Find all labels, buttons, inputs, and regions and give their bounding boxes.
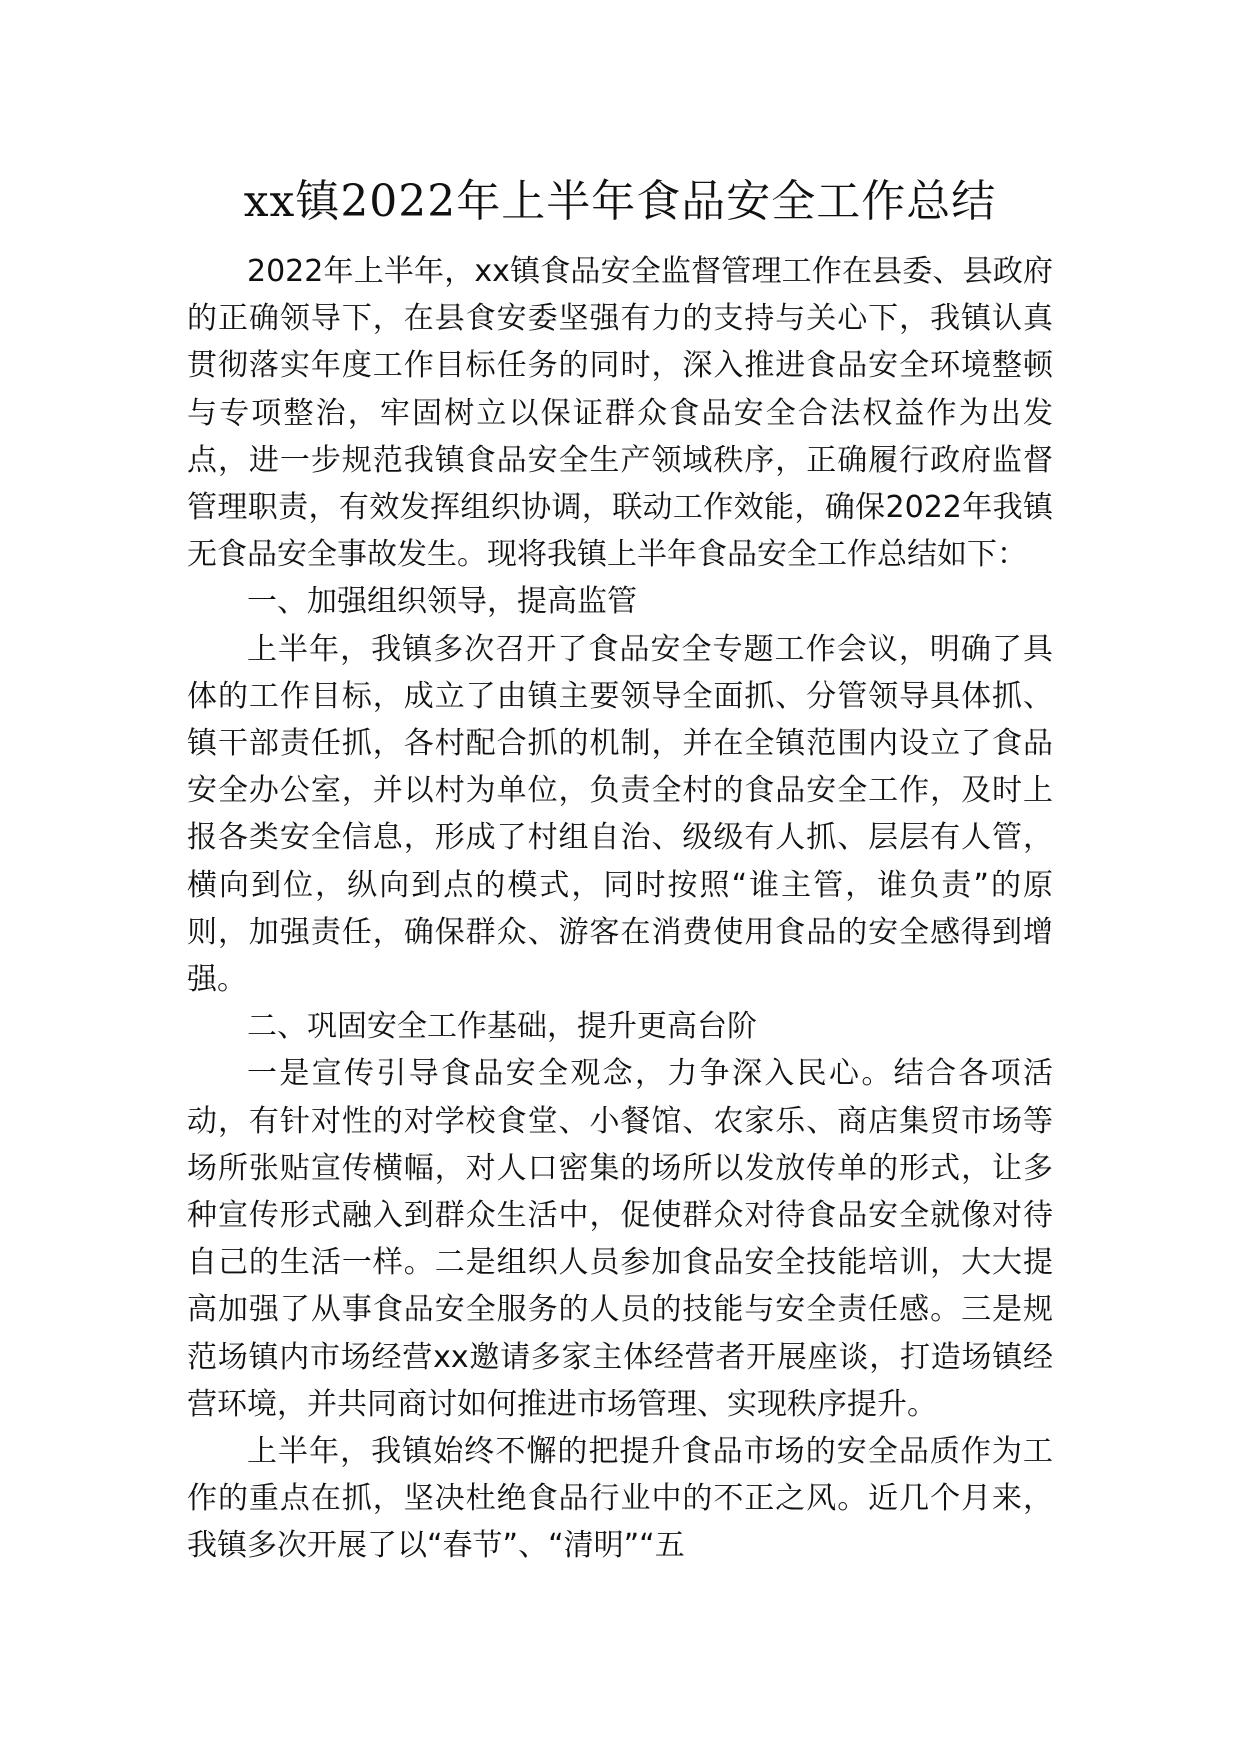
- paragraph-intro: 2022年上半年，xx镇食品安全监督管理工作在县委、县政府的正确领导下，在县食安委坚强有力的支持与关心下，我镇认真贯彻落实年度工作目标任务的同时，深入推进食品安全环境整顿与专项整治，牢固树立以保证群众食品安全合法权益作为出发点，进一步规范我镇食品安全生产领域秩序，正确履行政府监督管理职责，有效发挥组织协调，联动工作效能，确保2022年我镇无食品安全事故发生。现将我镇上半年食品安全工作总结如下：: [187, 254, 1053, 573]
- paragraph-section-2-continued: 上半年，我镇始终不懈的把提升食品市场的安全品质作为工作的重点在抓，坚决杜绝食品行业中的不正之风。近几个月来，我镇多次开展了以“春节”、“清明”“五: [187, 1434, 1053, 1564]
- paragraph-section-2: 一是宣传引导食品安全观念，力争深入民心。结合各项活动，有针对性的对学校食堂、小餐馆、农家乐、商店集贸市场等场所张贴宣传横幅，对人口密集的场所以发放传单的形式，让多种宣传形式融入到群众生活中，促使群众对待食品安全就像对待自己的生活一样。二是组织人员参加食品安全技能培训，大大提高加强了从事食品安全服务的人员的技能与安全责任感。三是规范场镇内市场经营xx邀请多家主体经营者开展座谈，打造场镇经营环境，并共同商讨如何推进市场管理、实现秩序提升。: [187, 1056, 1053, 1422]
- document-body: [187, 248, 1053, 1570]
- document-title: xx镇2022年上半年食品安全工作总结: [243, 176, 997, 227]
- section-heading-1: 一、加强组织领导，提高监管: [247, 584, 637, 620]
- paragraph-section-1: 上半年，我镇多次召开了食品安全专题工作会议，明确了具体的工作目标，成立了由镇主要领导全面抓、分管领导具体抓、镇干部责任抓，各村配合抓的机制，并在全镇范围内设立了食品安全办公室，并以村为单位，负责全村的食品安全工作，及时上报各类安全信息，形成了村组自治、级级有人抓、层层有人管，横向到位，纵向到点的模式，同时按照“谁主管，谁负责”的原则，加强责任，确保群众、游客在消费使用食品的安全感得到增强。: [187, 631, 1053, 998]
- section-heading-2: 二、巩固安全工作基础，提升更高台阶: [247, 1009, 757, 1045]
